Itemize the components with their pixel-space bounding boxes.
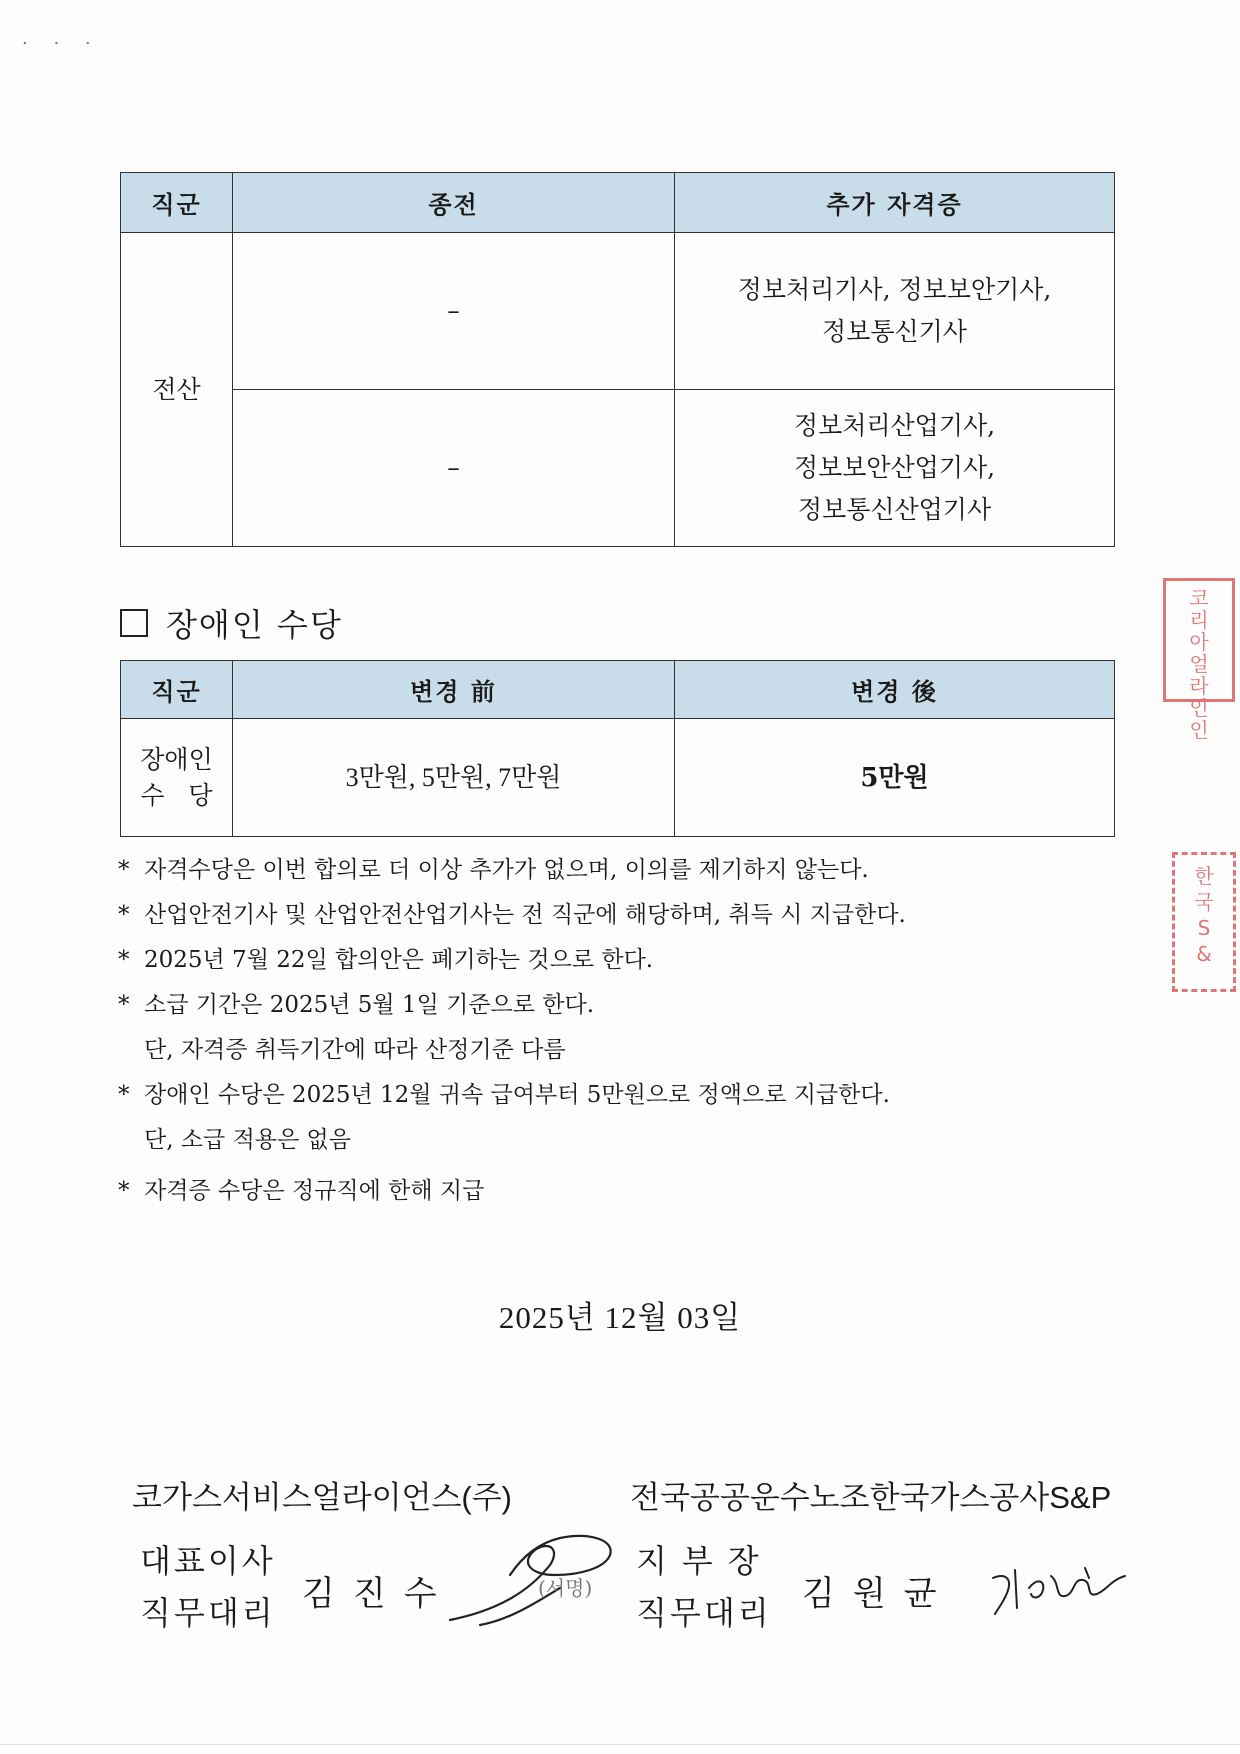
table-row [121, 719, 1115, 837]
note-text: 산업안전기사 및 산업안전산업기사는 전 직군에 해당하며, 취득 시 지급한다. [144, 902, 906, 928]
note-item [118, 1073, 1078, 1118]
note-item [118, 893, 1078, 938]
table-row [121, 233, 1115, 390]
added-line: 정보처리기사, 정보보안기사, [737, 275, 1052, 304]
note-bullet: * [118, 992, 130, 1018]
seal-mark-1: 코리아얼라인인 [1189, 586, 1209, 742]
right-role-line1: 지 부 장 [636, 1543, 762, 1579]
table-row [121, 390, 1115, 547]
note-text: 자격증 수당은 정규직에 한해 지급 [144, 1178, 485, 1204]
union-seal [1172, 852, 1236, 992]
col-header-after: 변경 後 [675, 661, 1115, 719]
left-role-line1: 대표이사 [140, 1543, 276, 1579]
added-line: 정보통신기사 [822, 317, 967, 346]
disability-allowance-table [120, 660, 1115, 837]
col-header-previous: 종전 [233, 173, 675, 233]
qualification-table [120, 172, 1115, 547]
notes-list [118, 848, 1078, 1214]
after-cell: 5만원 [675, 719, 1115, 837]
note-bullet: * [118, 1082, 130, 1108]
table-header-row [121, 173, 1115, 233]
section-title-text: 장애인 수당 [166, 606, 343, 644]
note-bullet: * [118, 947, 130, 973]
note-bullet: * [118, 1178, 130, 1204]
group-line: 장애인 [140, 744, 213, 774]
added-line: 정보보안산업기사, [793, 453, 996, 482]
note-text: 소급 기간은 2025년 5월 1일 기준으로 한다. [144, 992, 595, 1018]
note-item [118, 1169, 1078, 1214]
right-signer-name: 김원균 [802, 1575, 955, 1613]
added-cell [675, 390, 1115, 547]
group-cell: 전산 [121, 233, 233, 547]
note-text: 장애인 수당은 2025년 12월 귀속 급여부터 5만원으로 정액으로 지급한다. [144, 1082, 890, 1108]
note-item [118, 938, 1078, 983]
bottom-edge-line [0, 1744, 1240, 1745]
right-signature-image [985, 1558, 1135, 1618]
col-header-group: 직군 [121, 661, 233, 719]
added-cell [675, 233, 1115, 390]
group-line: 수 당 [140, 780, 213, 810]
note-continuation [118, 1118, 1078, 1163]
right-role-title [636, 1535, 772, 1639]
note-bullet: * [118, 857, 130, 883]
seal-mark-2: 한국S& [1194, 864, 1214, 966]
right-company-name: 전국공공운수노조한국가스공사S&P [630, 1480, 1112, 1515]
note-bullet: * [118, 902, 130, 928]
before-cell: 3만원, 5만원, 7만원 [233, 719, 675, 837]
note-text: 2025년 7월 22일 합의안은 폐기하는 것으로 한다. [144, 947, 654, 973]
col-header-before: 변경 前 [233, 661, 675, 719]
left-role-line2: 직무대리 [140, 1595, 276, 1631]
company-seal [1163, 578, 1235, 742]
left-sign-label: (서명) [538, 1576, 593, 1600]
note-text: 자격수당은 이번 합의로 더 이상 추가가 없으며, 이의를 제기하지 않는다. [144, 857, 869, 883]
note-item [118, 983, 1078, 1028]
checkbox-icon [120, 609, 148, 637]
note-text: 단, 자격증 취득기간에 따라 산정기준 다름 [144, 1037, 566, 1063]
scan-marks: . . . [22, 28, 101, 49]
left-signer-name: 김진수 [302, 1575, 455, 1613]
section-title [120, 600, 343, 646]
note-item [118, 848, 1078, 893]
group-cell [121, 719, 233, 837]
col-header-added: 추가 자격증 [675, 173, 1115, 233]
note-text: 단, 소급 적용은 없음 [144, 1127, 351, 1153]
previous-cell: – [233, 390, 675, 547]
right-role-line2: 직무대리 [636, 1595, 772, 1631]
agreement-date: 2025년 12월 03일 [498, 1300, 742, 1335]
col-header-group: 직군 [121, 173, 233, 233]
added-line: 정보통신산업기사 [797, 495, 992, 524]
table-header-row [121, 661, 1115, 719]
note-continuation [118, 1028, 1078, 1073]
left-company-name: 코가스서비스얼라이언스(주) [132, 1480, 512, 1515]
left-role-title [140, 1535, 276, 1639]
added-line: 정보처리산업기사, [793, 411, 996, 440]
previous-cell: – [233, 233, 675, 390]
